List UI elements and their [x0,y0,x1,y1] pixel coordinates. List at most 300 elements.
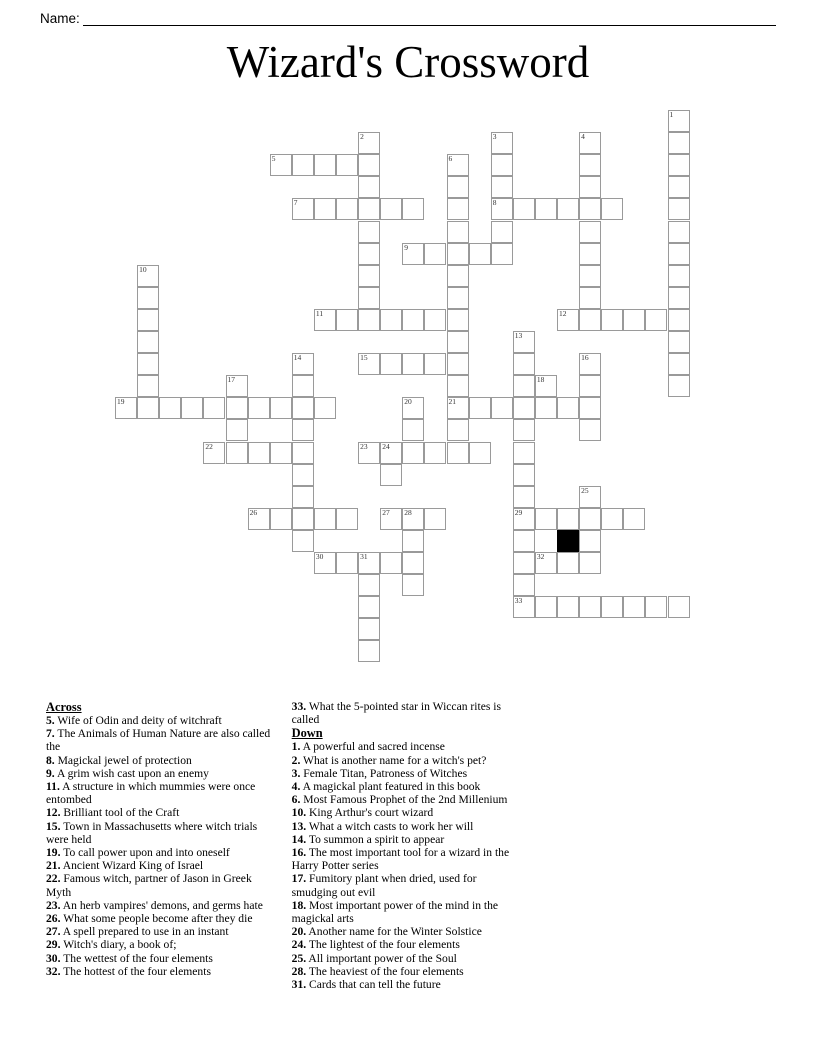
clue-number: 7. [46,727,55,741]
grid-cell[interactable] [292,419,314,441]
clue-number: 5. [46,714,55,727]
clue-across-5 [46,714,279,727]
grid-cell[interactable] [668,110,690,132]
grid-cell[interactable] [248,397,270,419]
clue-number: 16. [291,846,307,860]
grid-cell[interactable] [491,221,513,243]
clue-text: Cards that can tell the future [306,978,441,992]
grid-cell-number: 18 [536,375,545,385]
grid-cell[interactable] [358,132,380,154]
grid-cell[interactable] [402,353,424,375]
clue-down-18 [292,899,525,925]
grid-cell-number: 20 [404,397,412,407]
clue-text: A grim wish cast upon an enemy [54,766,209,780]
clue-number: 25. [291,951,307,965]
grid-cell[interactable] [668,198,690,220]
grid-cell[interactable] [645,309,667,331]
grid-cell[interactable] [513,574,535,596]
grid-cell[interactable] [491,132,513,154]
grid-cell[interactable] [380,309,402,331]
clue-down-31 [292,978,525,991]
grid-cell[interactable] [292,464,314,486]
clue-number: 28. [291,964,307,978]
grid-cell[interactable] [137,287,159,309]
grid-cell[interactable] [557,309,579,331]
clue-across-7 [46,727,279,753]
grid-cell[interactable] [645,596,667,618]
clue-across-8 [46,754,279,767]
grid-cell[interactable] [314,508,336,530]
grid-cell[interactable] [358,221,380,243]
clue-number: 21. [46,859,61,873]
grid-cell[interactable] [424,508,446,530]
clue-across-32 [46,965,279,978]
grid-cell[interactable] [535,375,557,397]
clue-number: 2. [291,753,301,767]
clue-down-6 [292,793,525,806]
grid-cell[interactable] [579,552,601,574]
grid-cell[interactable] [579,419,601,441]
grid-cell[interactable] [668,596,690,618]
grid-cell[interactable] [402,552,424,574]
grid-cell[interactable] [314,309,336,331]
grid-cell[interactable] [535,596,557,618]
grid-cell[interactable] [513,397,535,419]
grid-cell-number: 5 [271,154,276,164]
grid-cell-number: 14 [293,353,302,363]
grid-cell[interactable] [601,596,623,618]
grid-cell[interactable] [447,265,469,287]
grid-cell[interactable] [336,154,358,176]
grid-cell-number: 10 [139,264,147,274]
clue-text: The heaviest of the four elements [306,964,464,978]
grid-cell[interactable] [447,287,469,309]
grid-cell[interactable] [513,486,535,508]
grid-cell[interactable] [402,309,424,331]
clue-across-11 [46,780,279,806]
grid-cell[interactable] [402,198,424,220]
clue-number: 14. [291,832,307,846]
clue-text: The hottest of the four elements [60,964,211,978]
grid-cell-number: 23 [360,441,368,451]
grid-cell[interactable] [469,243,491,265]
grid-cell-number: 11 [315,308,324,318]
grid-cell[interactable] [248,508,270,530]
grid-cell-number: 28 [404,507,412,517]
grid-cell-number: 8 [492,198,497,208]
grid-cell[interactable] [314,552,336,574]
grid-cell[interactable] [336,508,358,530]
grid-cell[interactable] [535,198,557,220]
grid-cell[interactable] [579,198,601,220]
grid-cell[interactable] [513,331,535,353]
grid-cell-number: 9 [404,242,409,252]
grid-cell[interactable] [579,508,601,530]
clue-across-23 [46,899,279,912]
grid-cell-number: 26 [249,507,258,517]
grid-cell[interactable] [137,309,159,331]
grid-cell[interactable] [292,375,314,397]
grid-cell[interactable] [402,442,424,464]
grid-cell[interactable] [137,375,159,397]
grid-cell[interactable] [137,265,159,287]
grid-cell[interactable] [447,331,469,353]
grid-cell[interactable] [137,353,159,375]
clue-number: 11. [46,780,60,794]
grid-cell[interactable] [402,397,424,419]
grid-cell[interactable] [292,486,314,508]
grid-cell[interactable] [491,154,513,176]
clue-number: 13. [291,819,307,833]
grid-cell[interactable] [668,287,690,309]
grid-cell[interactable] [270,442,292,464]
grid-cell[interactable] [358,640,380,662]
grid-cell[interactable] [579,596,601,618]
grid-cell[interactable] [402,508,424,530]
grid-cell-number: 25 [581,485,589,495]
clue-across-26 [46,912,279,925]
grid-cell[interactable] [292,508,314,530]
grid-cell[interactable] [513,464,535,486]
clue-down-25 [292,952,525,965]
grid-cell[interactable] [292,442,314,464]
grid-cell[interactable] [447,419,469,441]
grid-cell[interactable] [358,618,380,640]
grid-cell[interactable] [557,596,579,618]
grid-cell[interactable] [380,353,402,375]
clue-across-9 [46,767,279,780]
clue-down-3 [292,767,525,780]
grid-cell[interactable] [513,552,535,574]
grid-cell[interactable] [668,331,690,353]
clue-text: Brilliant tool of the Craft [60,806,180,820]
clue-number: 8. [46,753,55,767]
grid-cell[interactable] [358,243,380,265]
grid-cell[interactable] [491,397,513,419]
clue-number: 10. [291,806,307,820]
grid-cell[interactable] [203,397,225,419]
grid-cell-number: 7 [293,198,298,208]
grid-cell[interactable] [358,154,380,176]
grid-cell[interactable] [579,309,601,331]
clue-text: What a witch casts to work her will [306,819,474,833]
grid-cell[interactable] [447,353,469,375]
grid-cell[interactable] [358,442,380,464]
grid-cell[interactable] [447,243,469,265]
clue-text: To summon a spirit to appear [306,832,445,846]
grid-cell[interactable] [579,132,601,154]
grid-cell[interactable] [447,375,469,397]
clue-text: King Arthur's court wizard [306,806,434,820]
grid-cell[interactable] [424,309,446,331]
grid-cell[interactable] [380,442,402,464]
grid-cell[interactable] [668,154,690,176]
grid-cell-number: 30 [315,552,324,561]
clue-text: A magickal plant featured in this book [300,780,481,794]
clue-text: Famous witch, partner of Jason in Greek Myth [46,872,252,899]
grid-cell[interactable] [226,397,248,419]
grid-cell[interactable] [380,552,402,574]
clue-text: A spell prepared to use in an instant [60,925,229,939]
clue-number: 31. [291,978,307,992]
grid-cell[interactable] [447,221,469,243]
grid-cell[interactable] [557,397,579,419]
grid-cell[interactable] [402,419,424,441]
grid-cell-number: 19 [117,397,125,407]
grid-cell[interactable] [557,552,579,574]
grid-cell-number: 29 [514,507,523,517]
grid-cell[interactable] [292,198,314,220]
grid-cell[interactable] [513,198,535,220]
grid-cell[interactable] [314,198,336,220]
grid-cell[interactable] [336,198,358,220]
grid-cell[interactable] [623,309,645,331]
clue-across-30 [46,952,279,965]
clue-across-15 [46,820,279,846]
grid-cell[interactable] [248,442,270,464]
grid-cell[interactable] [358,287,380,309]
clue-across-12 [46,806,279,819]
clue-number: 32. [46,964,61,978]
grid-cell[interactable] [513,508,535,530]
clue-text: The lightest of the four elements [306,938,460,952]
grid-cell[interactable] [358,309,380,331]
grid-cell-number: 17 [227,375,235,385]
grid-cell[interactable] [226,419,248,441]
clue-number: 29. [46,938,61,952]
grid-cell-number: 1 [669,110,674,119]
grid-cell[interactable] [358,198,380,220]
grid-cell[interactable] [513,419,535,441]
grid-cell-number: 33 [514,596,523,606]
grid-cell[interactable] [447,309,469,331]
grid-cell[interactable] [358,176,380,198]
grid-cell[interactable] [579,287,601,309]
grid-cell-number: 31 [360,552,368,561]
grid-cell[interactable] [424,442,446,464]
clue-text: A powerful and sacred incense [300,740,445,754]
grid-cell[interactable] [623,596,645,618]
clue-across-29 [46,938,279,951]
clue-number: 9. [46,766,55,780]
grid-cell[interactable] [137,397,159,419]
grid-cell-number: 13 [514,331,523,340]
clue-text: What the 5-pointed star in Wiccan rites is called [291,700,502,727]
clue-text: The wettest of the four elements [60,951,213,965]
grid-cell[interactable] [336,552,358,574]
grid-cell[interactable] [270,508,292,530]
grid-cell[interactable] [535,397,557,419]
clue-number: 3. [291,766,301,780]
clue-number: 27. [46,925,61,939]
grid-cell-blocked [557,530,579,552]
grid-cell[interactable] [513,375,535,397]
grid-cell[interactable] [579,221,601,243]
grid-cell[interactable] [358,265,380,287]
grid-cell[interactable] [380,508,402,530]
clue-text: To call power upon and into oneself [60,846,230,860]
clue-text: Most Famous Prophet of the 2nd Millenium [300,793,508,807]
grid-cell[interactable] [270,397,292,419]
grid-cell[interactable] [380,198,402,220]
clue-text: All important power of the Soul [306,951,457,965]
grid-cell[interactable] [579,265,601,287]
clue-across-33 [292,700,525,726]
grid-cell[interactable] [380,464,402,486]
clue-across-22 [46,872,279,898]
clue-number: 6. [291,793,301,807]
grid-cell[interactable] [579,353,601,375]
page-title: Wizard's Crossword [226,37,590,87]
clue-text: A structure in which mummies were once entombed [46,780,256,807]
grid-cell[interactable] [579,243,601,265]
grid-cell[interactable] [579,397,601,419]
clue-text: Ancient Wizard King of Israel [60,859,204,873]
grid-cell[interactable] [535,552,557,574]
clue-number: 4. [291,780,301,794]
grid-cell[interactable] [491,198,513,220]
clue-number: 24. [291,938,307,952]
grid-cell[interactable] [579,176,601,198]
grid-cell[interactable] [358,552,380,574]
grid-cell[interactable] [668,221,690,243]
grid-cell[interactable] [557,508,579,530]
grid-cell[interactable] [336,309,358,331]
grid-cell[interactable] [601,508,623,530]
clue-text: Female Titan, Patroness of Witches [300,766,468,780]
grid-cell[interactable] [513,353,535,375]
clue-text: What some people become after they die [60,912,253,926]
grid-cell-number: 15 [360,353,368,363]
grid-cell[interactable] [601,198,623,220]
clue-down-20 [292,925,525,938]
grid-cell[interactable] [513,530,535,552]
grid-cell-number: 16 [581,353,589,363]
grid-cell[interactable] [447,397,469,419]
clue-number: 26. [46,912,61,926]
grid-cell[interactable] [115,397,137,419]
clue-number: 12. [46,806,61,820]
grid-cell[interactable] [668,309,690,331]
grid-cell[interactable] [292,353,314,375]
clue-down-24 [292,938,525,951]
grid-cell[interactable] [447,176,469,198]
grid-cell-number: 21 [448,397,456,407]
grid-cell[interactable] [226,375,248,397]
grid-cell[interactable] [668,132,690,154]
clue-text: Witch's diary, a book of; [60,938,177,952]
grid-cell[interactable] [424,353,446,375]
grid-cell[interactable] [358,353,380,375]
grid-cell[interactable] [203,442,225,464]
grid-cell[interactable] [579,375,601,397]
grid-cell[interactable] [623,508,645,530]
clue-down-1 [292,740,525,753]
clue-down-10 [292,806,525,819]
clue-number: 19. [46,846,61,860]
grid-cell[interactable] [668,353,690,375]
grid-cell[interactable] [668,265,690,287]
clue-down-16 [292,846,525,872]
clue-number: 30. [46,951,61,965]
grid-cell[interactable] [292,530,314,552]
clue-down-14 [292,833,525,846]
grid-cell-number: 3 [492,132,497,142]
grid-cell[interactable] [270,154,292,176]
clues-container [46,700,770,1000]
grid-cell[interactable] [424,243,446,265]
clue-number: 1. [291,740,301,754]
grid-cell-number: 4 [581,132,585,142]
grid-cell[interactable] [668,243,690,265]
grid-cell[interactable] [579,530,601,552]
clues-across-heading: Across [46,700,82,714]
grid-cell[interactable] [513,442,535,464]
grid-cell[interactable] [491,176,513,198]
grid-cell[interactable] [292,397,314,419]
grid-cell[interactable] [402,243,424,265]
grid-cell[interactable] [447,198,469,220]
grid-cell[interactable] [469,397,491,419]
clue-number: 17. [291,872,307,886]
grid-cell-number: 32 [536,552,545,561]
grid-cell[interactable] [292,154,314,176]
grid-cell[interactable] [491,243,513,265]
clue-across-27 [46,925,279,938]
grid-cell[interactable] [402,574,424,596]
grid-cell[interactable] [402,530,424,552]
grid-cell[interactable] [668,176,690,198]
clues-down-heading: Down [291,726,323,741]
grid-cell-number: 22 [205,441,213,451]
clue-down-4 [292,780,525,793]
clue-down-2 [292,754,525,767]
clue-text: Wife of Odin and deity of witchraft [54,714,222,727]
clue-text: Most important power of the mind in the magickal arts [291,898,499,926]
grid-cell[interactable] [358,596,380,618]
grid-cell-number: 24 [382,441,390,451]
grid-cell[interactable] [469,442,491,464]
grid-cell[interactable] [668,375,690,397]
grid-cell[interactable] [601,309,623,331]
grid-cell[interactable] [447,154,469,176]
clue-down-28 [292,965,525,978]
grid-cell[interactable] [447,442,469,464]
grid-cell[interactable] [358,574,380,596]
clue-text: An herb vampires' demons, and germs hate [60,898,263,912]
grid-cell[interactable] [181,397,203,419]
clue-text: Another name for the Winter Solstice [306,925,482,939]
grid-cell[interactable] [314,154,336,176]
grid-cell[interactable] [557,198,579,220]
clue-across-21 [46,859,279,872]
grid-cell[interactable] [513,596,535,618]
clue-text: Fumitory plant when dried, used for smudging out evil [291,872,477,899]
grid-cell[interactable] [137,331,159,353]
clue-down-17 [292,872,525,898]
grid-cell[interactable] [579,154,601,176]
grid-cell[interactable] [314,397,336,419]
clue-text: Magickal jewel of protection [54,753,192,767]
grid-cell[interactable] [226,442,248,464]
grid-cell[interactable] [579,486,601,508]
clue-number: 22. [46,872,61,886]
clue-number: 15. [46,819,61,833]
clue-number: 23. [46,898,61,912]
grid-cell[interactable] [535,508,557,530]
grid-cell[interactable] [159,397,181,419]
clue-down-13 [292,820,525,833]
